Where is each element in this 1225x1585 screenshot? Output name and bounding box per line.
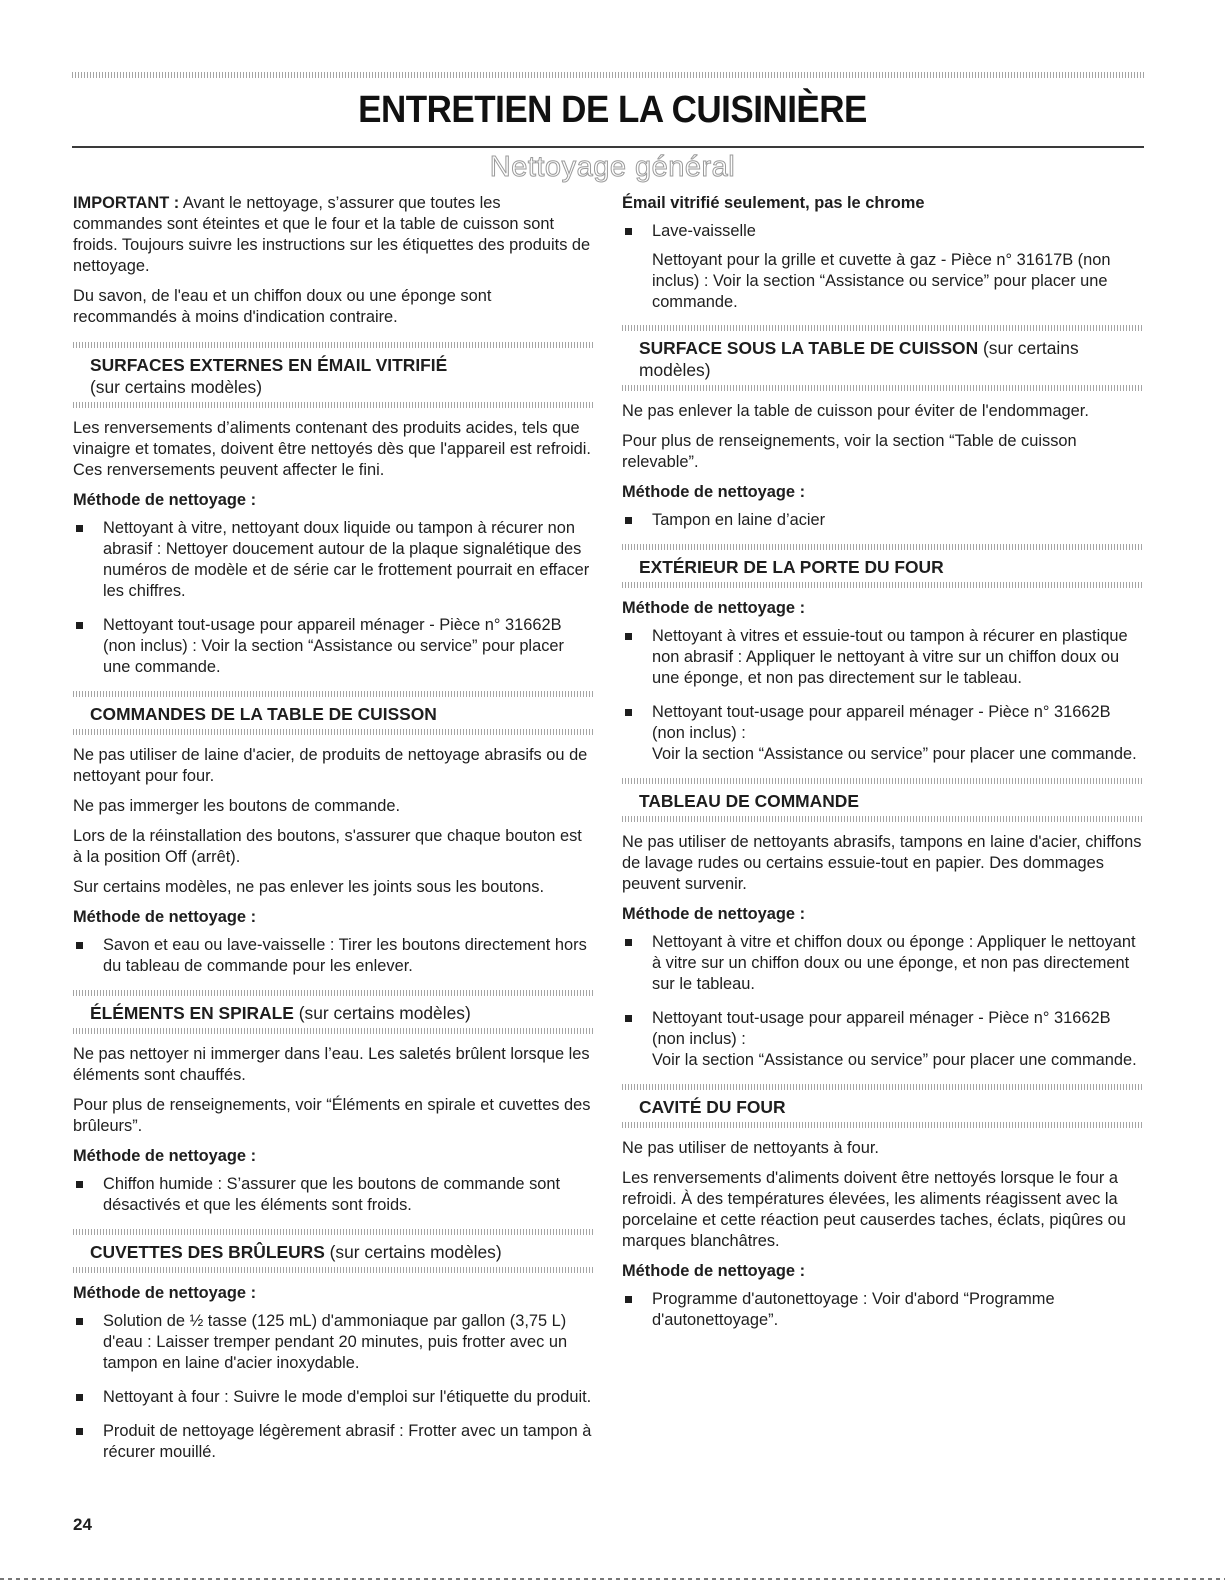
bullet-list: [622, 221, 1144, 242]
list-item: Nettoyant à vitres et essuie-tout ou tampon à récurer en plastique non abrasif : Appliquer le nettoyant à vitre sur un chiffon doux ou une éponge, et non pas directement sur le tableau.: [622, 626, 1144, 689]
list-item: Programme d'autonettoyage : Voir d'abord “Programme d'autonettoyage”.: [622, 1289, 1144, 1331]
section-header-coil-elements: [73, 990, 593, 1034]
important-text: Avant le nettoyage, s’assurer que toutes les commandes sont éteintes et que le four et la table de cuisson sont froids. Toujours suivre les instructions sur les étiquettes des produits de nettoyage.: [73, 194, 591, 275]
paragraph: Sur certains modèles, ne pas enlever les joints sous les boutons.: [73, 878, 545, 896]
method-heading: Méthode de nettoyage :: [622, 905, 806, 923]
title-divider: [72, 146, 1144, 148]
paragraph: Ne pas utiliser de nettoyants abrasifs, tampons en laine d'acier, chiffons de lavage rudes ou certains essuie-tout en papier. Des dommages peuvent survenir.: [622, 833, 1142, 893]
section-title-note: (sur certains modèles): [293, 1003, 471, 1023]
list-item: Nettoyant tout-usage pour appareil ménager - Pièce n° 31662B (non inclus) : Voir la section “Assistance ou service” pour placer une commande.: [73, 615, 593, 678]
header-hatch-top: [622, 1084, 1144, 1090]
list-item-line: Voir la section “Assistance ou service” pour placer une commande.: [652, 745, 1137, 763]
list-item-line: Nettoyant tout-usage pour appareil ménager - Pièce n° 31662B (non inclus) :: [652, 703, 1111, 742]
section-title-text: SURFACES EXTERNES EN ÉMAIL VITRIFIÉ: [90, 355, 448, 375]
list-item: Tampon en laine d’acier: [622, 510, 1144, 531]
section-title-note: (sur certains modèles): [90, 377, 263, 397]
method-heading: Méthode de nettoyage :: [73, 1284, 257, 1302]
section-title-text: TABLEAU DE COMMANDE: [639, 791, 859, 811]
header-hatch-bottom: [73, 1028, 593, 1034]
bullet-list: [622, 932, 1144, 1071]
paragraph: Pour plus de renseignements, voir “Éléments en spirale et cuvettes des brûleurs”.: [73, 1096, 591, 1135]
section-header-under-cooktop: [622, 325, 1144, 391]
list-item: Savon et eau ou lave-vaisselle : Tirer les boutons directement hors du tableau de commande pour les enlever.: [73, 935, 593, 977]
header-hatch-top: [622, 325, 1144, 331]
section-header-oven-door: [622, 544, 1144, 588]
header-hatch-bottom: [622, 1122, 1144, 1128]
top-decorative-band: [72, 72, 1144, 78]
bullet-list: [622, 626, 1144, 765]
section-title-text: EXTÉRIEUR DE LA PORTE DU FOUR: [639, 557, 944, 577]
section-title: [622, 331, 1144, 385]
header-hatch-bottom: [622, 816, 1144, 822]
paragraph: Ne pas utiliser de nettoyants à four.: [622, 1139, 879, 1157]
list-item: Nettoyant à four : Suivre le mode d'emploi sur l'étiquette du produit.: [73, 1387, 593, 1408]
subsection-title: Émail vitrifié seulement, pas le chrome: [622, 194, 925, 212]
section-title: [622, 1090, 1144, 1122]
header-hatch-bottom: [73, 729, 593, 735]
section-title-text: CAVITÉ DU FOUR: [639, 1097, 786, 1117]
list-item: Lave-vaisselle: [622, 221, 1144, 242]
intro-paragraph: Du savon, de l'eau et un chiffon doux ou une éponge sont recommandés à moins d'indication contraire.: [73, 287, 492, 326]
bullet-list: [622, 510, 1144, 531]
paragraph: Ne pas utiliser de laine d'acier, de produits de nettoyage abrasifs ou de nettoyant pour four.: [73, 746, 588, 785]
intro-important: [73, 193, 593, 277]
header-hatch-top: [73, 990, 593, 996]
section-title-note: (sur certains modèles): [639, 338, 1079, 380]
bullet-list: [73, 518, 593, 678]
header-hatch-top: [73, 1229, 593, 1235]
paragraph: Les renversements d’aliments contenant des produits acides, tels que vinaigre et tomates, doivent être nettoyés dès que l'appareil est refroidi. Ces renversements peuvent affecter le fini.: [73, 419, 591, 479]
header-hatch-bottom: [73, 1267, 593, 1273]
section-header-control-panel: [622, 778, 1144, 822]
method-heading: Méthode de nettoyage :: [622, 599, 806, 617]
section-title-note: (sur certains modèles): [324, 1242, 502, 1262]
paragraph: Ne pas immerger les boutons de commande.: [73, 797, 401, 815]
paragraph: Les renversements d'aliments doivent être nettoyés lorsque le four a refroidi. À des températures élevées, les aliments réagissent avec la porcelaine et cette réaction peut causerdes taches, éclats, piqûres ou marques blanchâtres.: [622, 1169, 1126, 1250]
paragraph: Nettoyant pour la grille et cuvette à gaz - Pièce n° 31617B (non inclus) : Voir la section “Assistance ou service” pour placer une commande.: [652, 251, 1111, 311]
right-column: [622, 193, 1144, 1344]
section-subtitle: Nettoyage général: [489, 151, 736, 183]
section-title: [73, 697, 593, 729]
paragraph: Ne pas enlever la table de cuisson pour éviter de l'endommager.: [622, 402, 1089, 420]
list-item-line: Nettoyant tout-usage pour appareil ménager - Pièce n° 31662B (non inclus) :: [652, 1009, 1111, 1048]
section-title: [73, 1235, 593, 1267]
header-hatch-top: [622, 544, 1144, 550]
section-title: [73, 348, 593, 402]
method-heading: Méthode de nettoyage :: [73, 1147, 257, 1165]
method-heading: Méthode de nettoyage :: [622, 483, 806, 501]
paragraph: Ne pas nettoyer ni immerger dans l’eau. Les saletés brûlent lorsque les éléments sont chauffés.: [73, 1045, 590, 1084]
list-item: [622, 702, 1144, 765]
header-hatch-bottom: [622, 385, 1144, 391]
list-item-line: Voir la section “Assistance ou service” pour placer une commande.: [652, 1051, 1137, 1069]
bullet-list: [73, 1311, 593, 1463]
method-heading: Méthode de nettoyage :: [622, 1262, 806, 1280]
section-title-text: COMMANDES DE LA TABLE DE CUISSON: [90, 704, 437, 724]
section-header-cooktop-controls: [73, 691, 593, 735]
section-header-oven-cavity: [622, 1084, 1144, 1128]
bottom-dashed-edge: [0, 1578, 1225, 1580]
section-title: [622, 784, 1144, 816]
section-header-enamel: [73, 342, 593, 408]
section-title-text: CUVETTES DES BRÛLEURS: [90, 1242, 325, 1262]
method-heading: Méthode de nettoyage :: [73, 908, 257, 926]
header-hatch-bottom: [622, 582, 1144, 588]
list-item: Produit de nettoyage légèrement abrasif : Frotter avec un tampon à récurer mouillé.: [73, 1421, 593, 1463]
header-hatch-top: [73, 342, 593, 348]
section-header-burner-bowls: [73, 1229, 593, 1273]
list-item: Solution de ½ tasse (125 mL) d'ammoniaque par gallon (3,75 L) d'eau : Laisser tremper pendant 20 minutes, puis frotter avec un tampon en laine d'acier inoxydable.: [73, 1311, 593, 1374]
method-heading: Méthode de nettoyage :: [73, 491, 257, 509]
bullet-list: [622, 1289, 1144, 1331]
header-hatch-bottom: [73, 402, 593, 408]
list-item: Nettoyant à vitre, nettoyant doux liquide ou tampon à récurer non abrasif : Nettoyer doucement autour de la plaque signalétique des numéros de modèle et de série car le frottement pourrait en effacer les chiffres.: [73, 518, 593, 602]
bullet-list: [73, 1174, 593, 1216]
important-label: IMPORTANT :: [73, 194, 180, 212]
section-title: [73, 996, 593, 1028]
list-item: Nettoyant à vitre et chiffon doux ou éponge : Appliquer le nettoyant à vitre sur un chiffon doux ou une éponge, et non pas directement sur le tableau.: [622, 932, 1144, 995]
left-column: [73, 193, 593, 1476]
section-title-text: SURFACE SOUS LA TABLE DE CUISSON: [639, 338, 979, 358]
list-item: Chiffon humide : S’assurer que les boutons de commande sont désactivés et que les éléments sont froids.: [73, 1174, 593, 1216]
section-title: [622, 550, 1144, 582]
list-item: [622, 1008, 1144, 1071]
paragraph: Lors de la réinstallation des boutons, s'assurer que chaque bouton est à la position Off (arrêt).: [73, 827, 582, 866]
header-hatch-top: [622, 778, 1144, 784]
header-hatch-top: [73, 691, 593, 697]
section-title-text: ÉLÉMENTS EN SPIRALE: [90, 1003, 294, 1023]
paragraph: Pour plus de renseignements, voir la section “Table de cuisson relevable”.: [622, 432, 1077, 471]
bullet-list: [73, 935, 593, 977]
page-title: ENTRETIEN DE LA CUISINIÈRE: [358, 88, 867, 131]
page-number: 24: [73, 1515, 92, 1534]
